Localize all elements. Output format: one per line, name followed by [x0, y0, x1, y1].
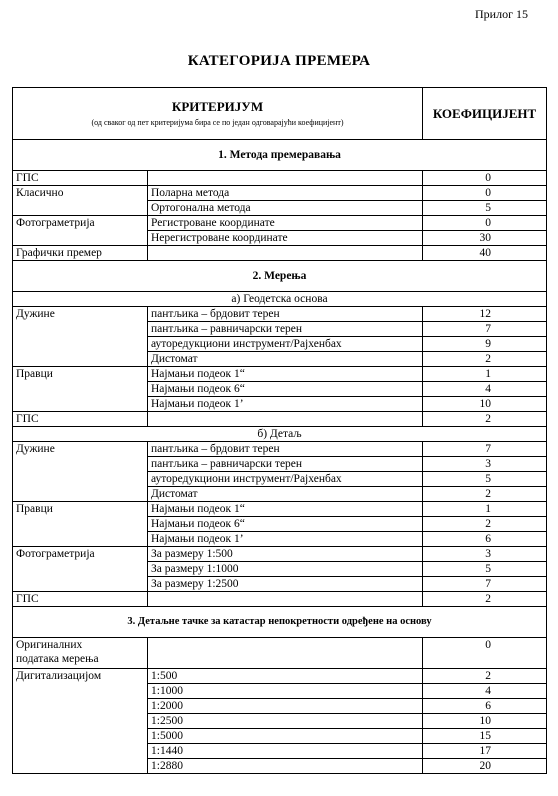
- row-scale: 1:5000: [148, 729, 423, 744]
- row-method: пантљика – равничарски терен: [148, 322, 423, 337]
- table-row: [13, 171, 547, 186]
- row-value: 7: [423, 442, 547, 457]
- row-value: 2: [423, 487, 547, 502]
- row-label: ГПС: [13, 171, 148, 186]
- row-scale: 1:2500: [148, 714, 423, 729]
- row-scale: 1:1000: [148, 684, 423, 699]
- row-method: ауторедукциони инструмент/Рајхенбах: [148, 472, 423, 487]
- row-label: Дигитализацијом: [13, 669, 148, 774]
- row-method: [148, 246, 423, 261]
- subsection-row: [13, 292, 547, 307]
- row-label: Фотограметрија: [13, 216, 148, 246]
- row-value: 10: [423, 714, 547, 729]
- section-1-row: [13, 140, 547, 171]
- row-value: 6: [423, 532, 547, 547]
- row-method: Нерегистроване координате: [148, 231, 423, 246]
- row-method: пантљика – брдовит терен: [148, 307, 423, 322]
- table-row: [13, 638, 547, 669]
- section-2-row: [13, 261, 547, 292]
- table-header-row: [13, 88, 547, 140]
- table-row: [13, 669, 547, 684]
- row-method: Најмањи подеок 1“: [148, 367, 423, 382]
- subsection-row: [13, 427, 547, 442]
- row-scale: 1:1440: [148, 744, 423, 759]
- table-row: [13, 592, 547, 607]
- row-value: 4: [423, 684, 547, 699]
- row-method: пантљика – равничарски терен: [148, 457, 423, 472]
- row-value: 0: [423, 186, 547, 201]
- criteria-note: (од сваког од пет критеријума бира се по један одговарајући коефицијент): [91, 117, 344, 127]
- table-row: [13, 186, 547, 201]
- row-value: 3: [423, 457, 547, 472]
- row-value: 17: [423, 744, 547, 759]
- row-label: Правци: [13, 502, 148, 547]
- table-row: [13, 367, 547, 382]
- section-2-title: 2. Мерења: [13, 261, 547, 292]
- row-value: 4: [423, 382, 547, 397]
- row-value: 0: [423, 638, 547, 669]
- row-label: Дужине: [13, 442, 148, 502]
- table-row: [13, 502, 547, 517]
- row-scale: 1:500: [148, 669, 423, 684]
- row-method: За размеру 1:500: [148, 547, 423, 562]
- table-row: [13, 246, 547, 261]
- row-value: 6: [423, 699, 547, 714]
- row-method: За размеру 1:2500: [148, 577, 423, 592]
- row-value: 2: [423, 412, 547, 427]
- row-value: 7: [423, 577, 547, 592]
- row-value: 1: [423, 367, 547, 382]
- row-label: Правци: [13, 367, 148, 412]
- row-label-line2: података мерења: [16, 653, 99, 665]
- coefficient-header: КОЕФИЦИЈЕНТ: [423, 88, 547, 140]
- row-method: Дистомат: [148, 352, 423, 367]
- row-method: Ортогонална метода: [148, 201, 423, 216]
- table-row: [13, 412, 547, 427]
- category-table: [12, 87, 547, 774]
- row-value: 5: [423, 472, 547, 487]
- row-method: Поларна метода: [148, 186, 423, 201]
- criteria-header: [13, 88, 423, 140]
- row-value: 0: [423, 216, 547, 231]
- page-label: Прилог 15: [475, 7, 528, 21]
- row-method: [148, 638, 423, 669]
- row-method: Најмањи подеок 1’: [148, 532, 423, 547]
- row-value: 2: [423, 517, 547, 532]
- row-label: Дужине: [13, 307, 148, 367]
- row-value: 30: [423, 231, 547, 246]
- table-row: [13, 442, 547, 457]
- row-value: 40: [423, 246, 547, 261]
- row-value: 5: [423, 201, 547, 216]
- row-value: 3: [423, 547, 547, 562]
- row-value: 5: [423, 562, 547, 577]
- row-label: ГПС: [13, 592, 148, 607]
- subsection-a-title: а) Геодетска основа: [13, 292, 547, 307]
- row-method: Најмањи подеок 6“: [148, 382, 423, 397]
- row-label: Фотограметрија: [13, 547, 148, 592]
- row-method: Дистомат: [148, 487, 423, 502]
- row-value: 2: [423, 669, 547, 684]
- row-method: ауторедукциони инструмент/Рајхенбах: [148, 337, 423, 352]
- page-title: КАТЕГОРИЈА ПРЕМЕРА: [187, 53, 371, 69]
- row-value: 0: [423, 171, 547, 186]
- table-row: [13, 547, 547, 562]
- table-row: [13, 216, 547, 231]
- table-row: [13, 307, 547, 322]
- row-value: 10: [423, 397, 547, 412]
- row-value: 20: [423, 759, 547, 774]
- row-method: Регистроване координате: [148, 216, 423, 231]
- row-method: [148, 592, 423, 607]
- row-label: ГПС: [13, 412, 148, 427]
- section-3-title: 3. Детаљне тачке за катастар непокретности одређене на основу: [13, 607, 547, 638]
- row-method: За размеру 1:1000: [148, 562, 423, 577]
- row-method: Најмањи подеок 1“: [148, 502, 423, 517]
- row-value: 9: [423, 337, 547, 352]
- row-label: [13, 638, 148, 669]
- row-scale: 1:2000: [148, 699, 423, 714]
- section-1-title: 1. Метода премеравања: [13, 140, 547, 171]
- row-value: 15: [423, 729, 547, 744]
- section-3-row: [13, 607, 547, 638]
- subsection-b-title: б) Детаљ: [13, 427, 547, 442]
- criteria-title: КРИТЕРИЈУМ: [171, 98, 264, 114]
- row-method: Најмањи подеок 1’: [148, 397, 423, 412]
- row-value: 1: [423, 502, 547, 517]
- row-value: 7: [423, 322, 547, 337]
- row-value: 2: [423, 352, 547, 367]
- row-method: [148, 412, 423, 427]
- row-label: Графички премер: [13, 246, 148, 261]
- row-scale: 1:2880: [148, 759, 423, 774]
- row-label: Класично: [13, 186, 148, 216]
- row-method: Најмањи подеок 6“: [148, 517, 423, 532]
- row-method: [148, 171, 423, 186]
- row-value: 2: [423, 592, 547, 607]
- row-value: 12: [423, 307, 547, 322]
- row-method: пантљика – брдовит терен: [148, 442, 423, 457]
- row-label-line1: Оригиналних: [16, 639, 83, 651]
